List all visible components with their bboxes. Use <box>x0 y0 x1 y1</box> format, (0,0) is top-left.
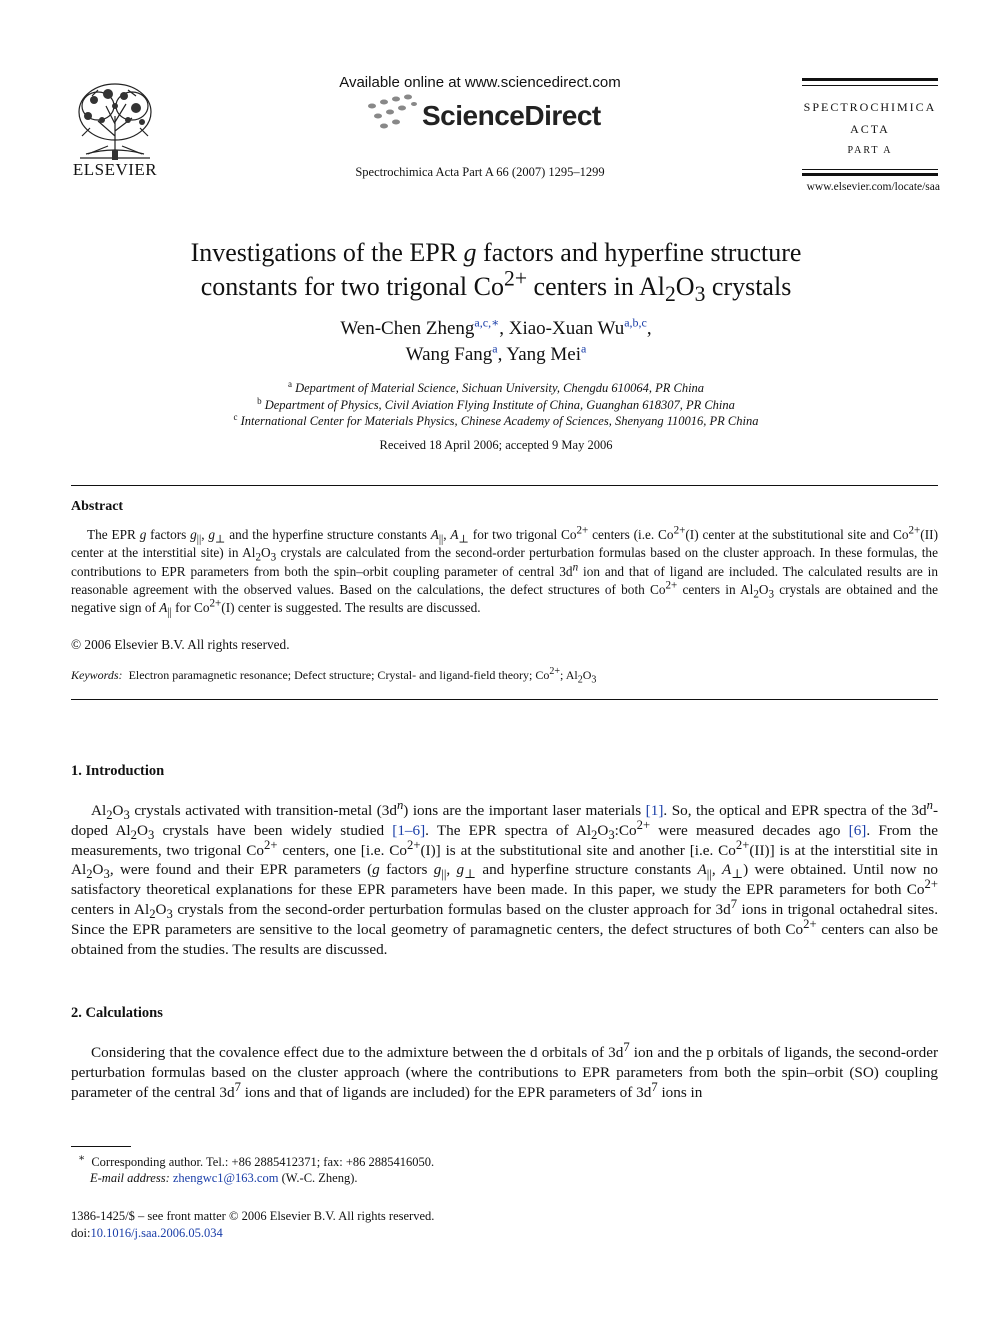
issn-line: 1386-1425/$ – see front matter © 2006 Elsevier B.V. All rights reserved. <box>71 1209 435 1223</box>
email-link[interactable]: zhengwc1@163.com <box>172 1171 279 1185</box>
issn-block <box>71 1208 434 1241</box>
footnote-line <box>78 1170 434 1186</box>
author-affil-mark[interactable]: a,b,c <box>624 315 647 330</box>
title-g: g <box>463 238 477 267</box>
author-sep: , <box>497 344 507 365</box>
section-heading-introduction: 1. Introduction <box>71 763 165 779</box>
journal-brand <box>802 96 938 162</box>
abstract-top-rule <box>71 485 938 486</box>
abstract-text: The EPR g factors $g_{||}$, $g_\perp$ and the hyperfine structure constants $A_{||}$, $A_\perp$ for two trigonal $Co^{2+}$ centers (i.e. $Co^{2+}(I)$ center at the substitutional site and $Co^{2+}(II)$ center at the interstitial site) in $Al_2O_3$ crystals are calculated from the second-order perturbation formulas based on the cluster approach. In these formulas, the contributions to EPR parameters from both the spin–orbit coupling parameter of central $3d^n$ ion and that of ligand are included. The calculated results are in reasonable agreement with the observed values. Based on the calculations, the defect structures of both $Co^{2+}$ centers in $Al_2O_3$ crystals are obtained and the negative sign of $A_{||}$ for $Co^{2+}(I)$ center is suggested. The results are discussed. <box>71 524 938 619</box>
title-text: O <box>675 272 695 301</box>
footnote-mark: ∗ <box>78 1152 86 1164</box>
abstract-copyright: © 2006 Elsevier B.V. All rights reserved. <box>71 637 290 652</box>
author-name[interactable]: Wen-Chen Zheng <box>340 318 475 339</box>
author-sep: , <box>499 318 509 339</box>
title-text: crystals <box>705 272 792 301</box>
title-sub: 3 <box>694 282 706 307</box>
author-name[interactable]: Xiao-Xuan Wu <box>508 318 625 339</box>
affiliation-item <box>100 380 892 397</box>
affiliation-text: Department of Physics, Civil Aviation Flying Institute of China, Guanghan 618307, PR China <box>264 397 735 412</box>
affiliation-item <box>100 413 892 430</box>
received-dates: Received 18 April 2006; accepted 9 May 2006 <box>379 438 613 452</box>
affiliation-text: Department of Material Science, Sichuan University, Chengdu 610064, PR China <box>295 381 705 395</box>
title-sub: 2 <box>664 282 676 307</box>
keywords-text: ; Al <box>560 668 578 682</box>
affiliation-mark: c <box>233 411 238 422</box>
corresponding-footnote <box>78 1154 434 1186</box>
title-sup: 2+ <box>503 266 528 291</box>
affiliation-item <box>100 397 892 414</box>
journal-brand-line1: SPECTROCHIMICA <box>803 100 937 114</box>
abstract-bottom-rule <box>71 699 938 700</box>
keywords-label: Keywords: <box>71 668 123 682</box>
keywords-sub: 2 <box>577 674 583 686</box>
keywords-sub: 3 <box>591 674 597 686</box>
doi-link[interactable]: 10.1016/j.saa.2006.05.034 <box>90 1225 223 1240</box>
title-text: centers in Al <box>527 272 665 301</box>
elsevier-wordmark: ELSEVIER <box>72 160 158 179</box>
journal-brand-line3: PART A <box>847 145 893 156</box>
journal-brand-line2: ACTA <box>850 122 890 136</box>
keywords-sup: 2+ <box>549 666 561 677</box>
author-name[interactable]: Wang Fang <box>405 344 493 365</box>
email-label: E-mail address: <box>90 1171 170 1185</box>
keywords <box>71 666 938 686</box>
sciencedirect-wordmark[interactable]: ScienceDirect <box>422 100 601 131</box>
article-title <box>100 236 892 307</box>
author-affil-mark[interactable]: a <box>492 341 498 356</box>
citation-link[interactable]: [6] <box>848 821 867 839</box>
brand-rule-bottom <box>802 173 938 176</box>
title-text: factors and hyperfine structure <box>476 238 802 267</box>
doi-line <box>71 1225 434 1242</box>
affiliation-text: International Center for Materials Physics, Chinese Academy of Sciences, Shenyang 110016, PR China <box>240 414 759 428</box>
brand-rule-top <box>802 78 938 81</box>
author-list <box>100 316 892 368</box>
affiliation-mark: a <box>287 378 292 389</box>
doi-label: doi: <box>71 1225 91 1240</box>
brand-rule-bottom-thin <box>802 169 938 170</box>
affiliation-list <box>100 380 892 430</box>
title-text: Investigations of the EPR <box>190 238 464 267</box>
brand-rule-top-thin <box>802 85 938 86</box>
author-sep: , <box>646 318 652 339</box>
title-text: constants for two trigonal Co <box>200 272 504 301</box>
journal-citation: Spectrochimica Acta Part A 66 (2007) 1295–1299 <box>355 165 605 179</box>
footnote-text: Corresponding author. Tel.: +86 2885412371; fax: +86 2885416050. <box>91 1155 435 1169</box>
available-online-text[interactable]: Available online at www.sciencedirect.com <box>339 74 621 91</box>
section-heading-calculations: 2. Calculations <box>71 1005 163 1021</box>
journal-url-link[interactable]: www.elsevier.com/locate/saa <box>806 181 940 193</box>
author-affil-mark[interactable]: a <box>581 341 587 356</box>
introduction-paragraph: $Al_2O_3$ crystals activated with transition-metal $(3d^n)$ ions are the important laser materials [1]. So, the optical and EPR spectra of the $3d^n$-doped $Al_2O_3$ crystals have been widely studied [1–6]. The EPR spectra of $Al_2O_3:Co^{2+}$ were measured decades ago [6]. From the measurements, two trigonal $Co^{2+}$ centers, one [i.e. $Co^{2+}(I)$] is at the substitutional site and another [i.e. $Co^{2+}(II)$] is at the interstitial site in $Al_2O_3$, were found and their EPR parameters (g factors $g_{||}$, $g_\perp$ and hyperfine structure constants $A_{||}$, $A_\perp$) were obtained. Until now no satisfactory theoretical explanations for these EPR parameters have been made. In this paper, we study the EPR parameters for both $Co^{2+}$ centers in $Al_2O_3$ crystals from the second-order perturbation formulas based on the cluster approach for $3d^7$ ions in trigonal octahedral sites. Since the EPR parameters are sensitive to the local geometry of paramagnetic centers, the defect structures of both $Co^{2+}$ centers can also be obtained from the studies. The results are discussed. <box>71 797 939 958</box>
author-affil-mark[interactable]: a,c,∗ <box>474 315 500 330</box>
calculations-paragraph: Considering that the covalence effect due to the admixture between the d orbitals of $3d^7$ ion and the p orbitals of ligands, the second-order perturbation formulas based on the cluster approach (where the contributions to EPR parameters from both the spin–orbit (SO) coupling parameter of the central $3d^7$ ions and that of ligands are included) for the EPR parameters of $3d^7$ ions in <box>71 1039 938 1101</box>
citation-link[interactable]: [1–6] <box>392 821 426 839</box>
keywords-text: O <box>582 668 592 682</box>
footnote-rule <box>71 1146 131 1147</box>
email-owner: (W.-C. Zheng). <box>281 1171 358 1185</box>
footnote-line <box>78 1154 434 1170</box>
citation-link[interactable]: [1] <box>645 802 664 819</box>
affiliation-mark: b <box>257 395 262 406</box>
keywords-text: Electron paramagnetic resonance; Defect structure; Crystal- and ligand-field theory; Co <box>128 668 550 682</box>
author-name[interactable]: Yang Mei <box>506 344 581 365</box>
abstract-heading: Abstract <box>71 499 124 514</box>
